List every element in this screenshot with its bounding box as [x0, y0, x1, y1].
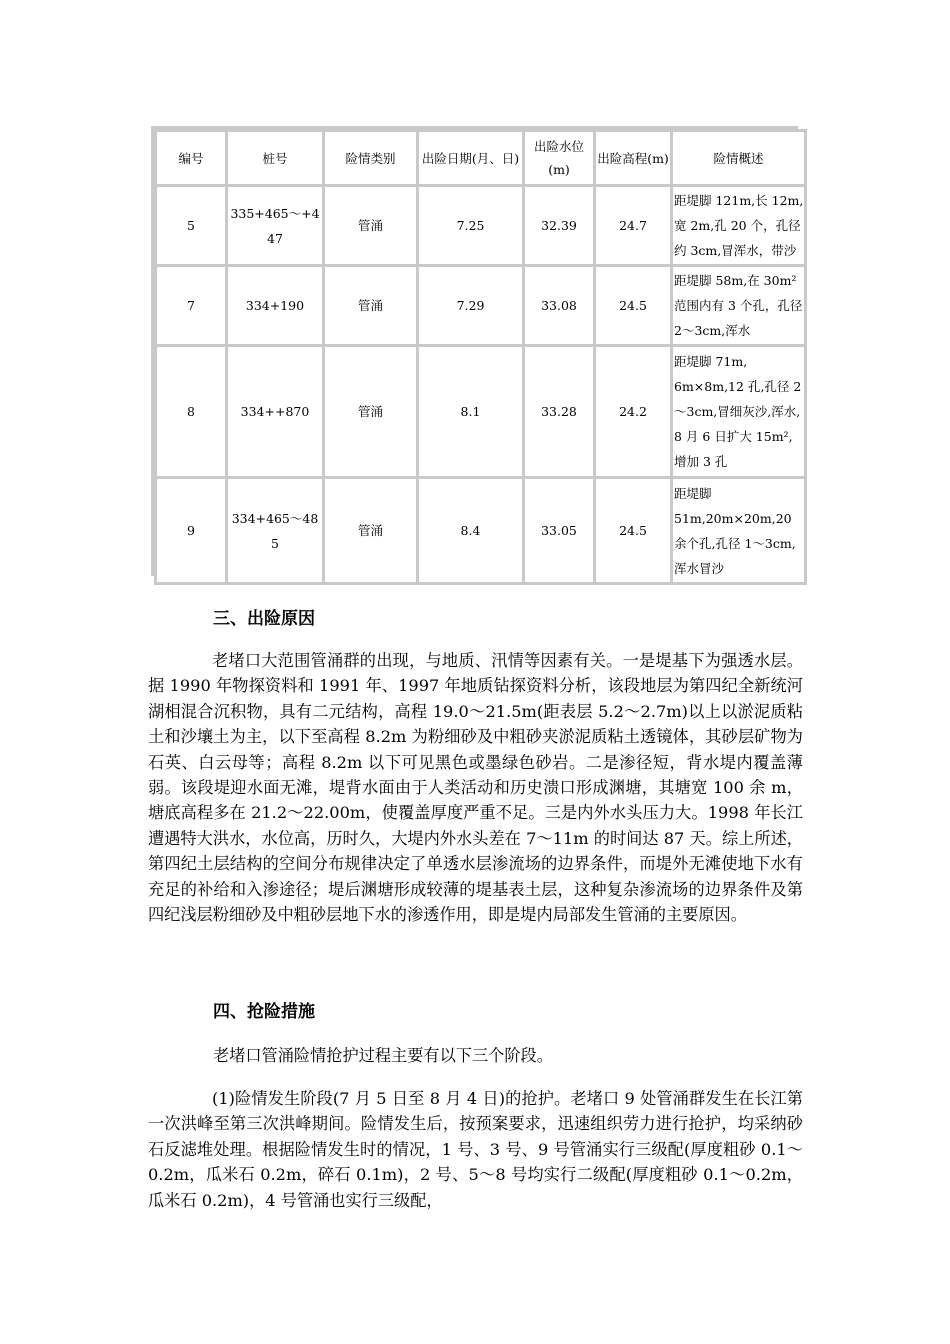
- section-4-intro: 老堵口管涌险情抢护过程主要有以下三个阶段。: [213, 1046, 553, 1065]
- header-cell: 出险高程(m): [596, 132, 670, 184]
- table-row: [157, 479, 804, 582]
- cell-type: 管涌: [325, 267, 416, 344]
- cell-elev: 24.5: [596, 479, 670, 582]
- cell-date: 8.1: [419, 347, 522, 476]
- cell-no: 8: [157, 347, 225, 476]
- cell-station: 334++870: [228, 347, 322, 476]
- risk-table-frame: [151, 126, 804, 576]
- cell-desc: 距堤脚 121m,长 12m,宽 2m,孔 20 个，孔径约 3cm,冒浑水，带沙: [673, 187, 804, 264]
- section-4-title: 四、抢险措施: [213, 1002, 315, 1022]
- section-4-paragraph: (1)险情发生阶段(7 月 5 日至 8 月 4 日)的抢护。老堵口 9 处管涌群发生在长江第一次洪峰至第三次洪峰期间。险情发生后，按预案要求，迅速组织劳力进行抢护，均采纳砂石反滤堆处理。根据险情发生时的情况，1 号、3 号、9 号管涌实行三级配(厚度粗砂 0.1～0.2m，瓜米石 0.2m，碎石 0.1m)，2 号、5～8 号均实行二级配(厚度粗砂 0.1～0.2m，瓜米石 0.2m)，4 号管涌也实行三级配，: [148, 1089, 803, 1210]
- cell-no: 9: [157, 479, 225, 582]
- cell-desc: 距堤脚 51m,20m×20m,20 余个孔,孔径 1～3cm,浑水冒沙: [673, 479, 804, 582]
- cell-elev: 24.5: [596, 267, 670, 344]
- header-cell: 编号: [157, 132, 225, 184]
- table-row: [157, 347, 804, 476]
- cell-desc: 距堤脚 71m, 6m×8m,12 孔,孔径 2～3cm,冒细灰沙,浑水,8 月 6 日扩大 15m²,增加 3 孔: [673, 347, 804, 476]
- cell-desc: 距堤脚 58m,在 30m²范围内有 3 个孔，孔径 2～3cm,浑水: [673, 267, 804, 344]
- cell-level: 33.28: [525, 347, 593, 476]
- cell-level: 33.08: [525, 267, 593, 344]
- cell-station: 335+465～+447: [228, 187, 322, 264]
- cell-level: 33.05: [525, 479, 593, 582]
- cell-station: 334+190: [228, 267, 322, 344]
- header-cell: 险情概述: [673, 132, 804, 184]
- header-cell: 险情类别: [325, 132, 416, 184]
- header-cell: 出险日期(月、日): [419, 132, 522, 184]
- cell-elev: 24.2: [596, 347, 670, 476]
- cell-date: 8.4: [419, 479, 522, 582]
- section-3-title: 三、出险原因: [213, 609, 315, 629]
- risk-table: [154, 129, 807, 585]
- cell-station: 334+465～485: [228, 479, 322, 582]
- header-cell: 出险水位(m): [525, 132, 593, 184]
- cell-elev: 24.7: [596, 187, 670, 264]
- table-row: [157, 267, 804, 344]
- header-cell: 桩号: [228, 132, 322, 184]
- cell-no: 7: [157, 267, 225, 344]
- cell-no: 5: [157, 187, 225, 264]
- cell-type: 管涌: [325, 347, 416, 476]
- cell-date: 7.25: [419, 187, 522, 264]
- table-header-row: [157, 132, 804, 184]
- section-3-paragraph: 老堵口大范围管涌群的出现，与地质、汛情等因素有关。一是堤基下为强透水层。据 1990 年物探资料和 1991 年、1997 年地质钻探资料分析，该段地层为第四纪全新统河湖相混合沉积物，具有二元结构，高程 19.0～21.5m(距表层 5.2～2.7m)以上以淤泥质粘土和沙壤土为主，以下至高程 8.2m 为粉细砂及中粗砂夹淤泥质粘土透镜体，其砂层矿物为石英、白云母等；高程 8.2m 以下可见黑色或墨绿色砂岩。二是渗径短，背水堤内覆盖薄弱。该段堤迎水面无滩，堤背水面由于人类活动和历史溃口形成渊塘，其塘宽 100 余 m，塘底高程多在 21.2～22.00m，使覆盖厚度严重不足。三是内外水头压力大。1998 年长江遭遇特大洪水，水位高，历时久，大堤内外水头差在 7～11m 的时间达 87 天。综上所述，第四纪土层结构的空间分布规律决定了单透水层渗流场的边界条件，而堤外无滩使地下水有充足的补给和入渗途径；堤后渊塘形成较薄的堤基表土层，这种复杂渗流场的边界条件及第四纪浅层粉细砂及中粗砂层地下水的渗透作用，即是堤内局部发生管涌的主要原因。: [148, 651, 803, 925]
- cell-type: 管涌: [325, 187, 416, 264]
- cell-type: 管涌: [325, 479, 416, 582]
- cell-level: 32.39: [525, 187, 593, 264]
- table-row: [157, 187, 804, 264]
- cell-date: 7.29: [419, 267, 522, 344]
